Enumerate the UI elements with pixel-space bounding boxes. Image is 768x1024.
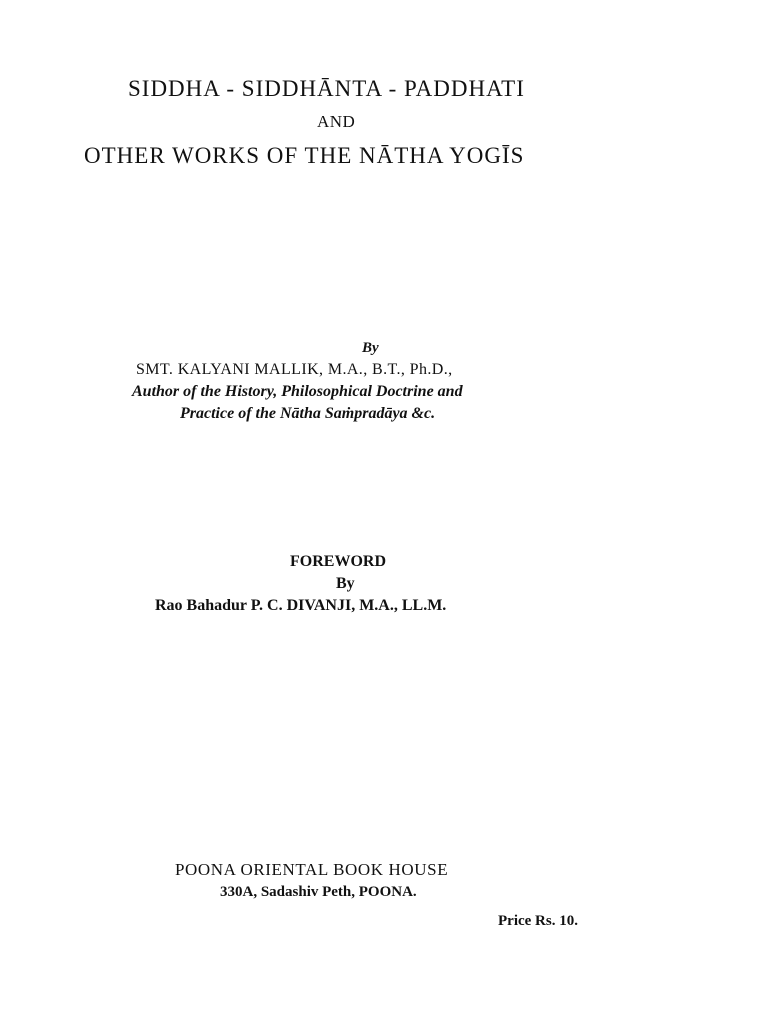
foreword-label: FOREWORD <box>290 553 386 570</box>
author-name: SMT. KALYANI MALLIK, M.A., B.T., Ph.D., <box>136 361 453 378</box>
publisher-name: POONA ORIENTAL BOOK HOUSE <box>175 860 449 879</box>
author-by-label: By <box>362 340 379 356</box>
book-title: SIDDHA - SIDDHĀNTA - PADDHATI <box>128 76 525 101</box>
book-title-conjunction: AND <box>317 112 356 131</box>
book-subtitle: OTHER WORKS OF THE NĀTHA YOGĪS <box>84 143 525 168</box>
author-description-line1: Author of the History, Philosophical Doctrine and <box>132 383 463 400</box>
foreword-author: Rao Bahadur P. C. DIVANJI, M.A., LL.M. <box>155 597 447 614</box>
author-description-line2: Practice of the Nātha Saṁpradāya &c. <box>180 405 436 422</box>
foreword-by-label: By <box>336 575 355 592</box>
price-label: Price Rs. 10. <box>498 913 578 929</box>
publisher-address: 330A, Sadashiv Peth, POONA. <box>220 884 417 900</box>
